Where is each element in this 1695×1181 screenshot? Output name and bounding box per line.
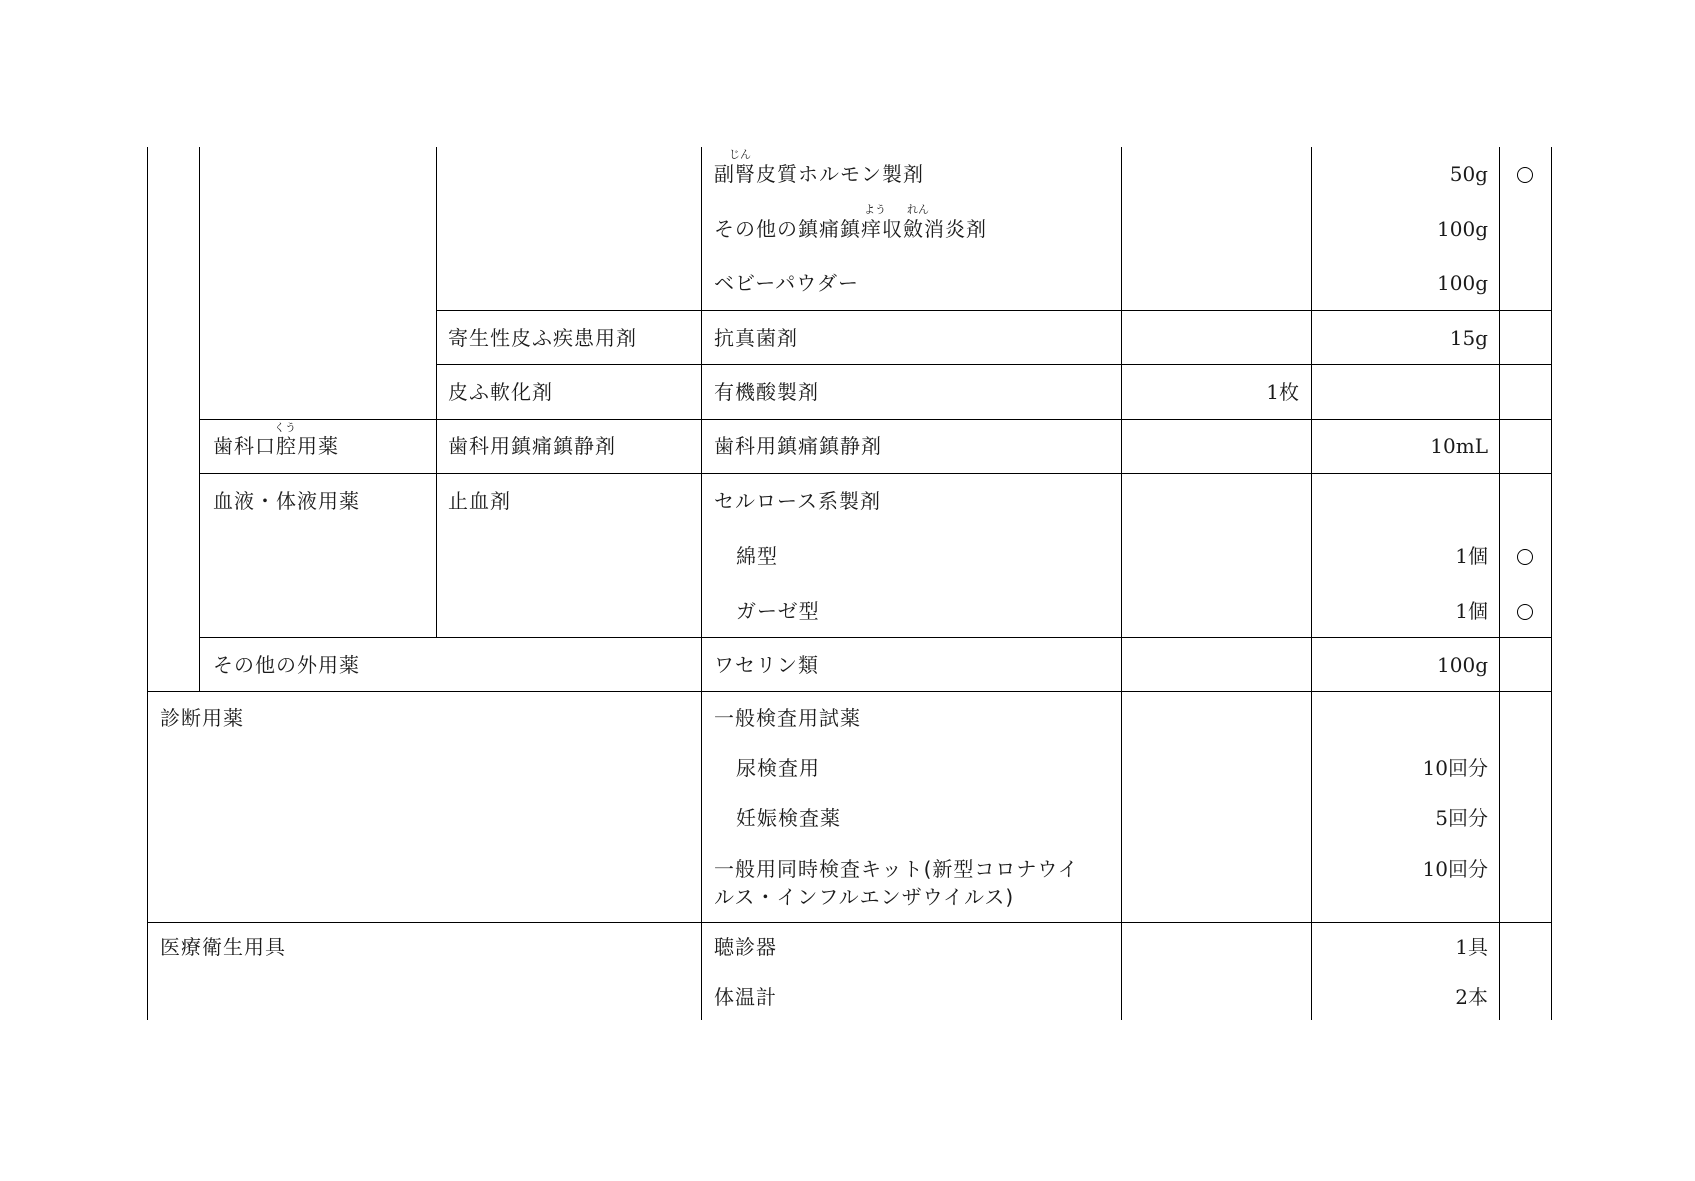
quantity: 15g — [1449, 326, 1488, 350]
table-border — [199, 473, 1552, 474]
drug-name: ガーゼ型 — [736, 599, 820, 623]
drug-name: 抗真菌剤 — [714, 326, 798, 350]
drug-name: その他の鎮痛鎮痒収斂消炎剤 — [714, 217, 987, 241]
quantity: 50g — [1449, 162, 1488, 186]
drug-name: 尿検査用 — [736, 756, 820, 780]
mark-circle — [1517, 549, 1533, 565]
drug-name: 一般用同時検査キット(新型コロナウイ — [714, 857, 1079, 881]
ruby-text: くう — [274, 421, 296, 434]
quantity: 10mL — [1430, 434, 1488, 458]
ruby-text: よう — [864, 203, 886, 216]
drug-name: 歯科用鎮痛鎮静剤 — [714, 434, 882, 458]
subcategory: 歯科用鎮痛鎮静剤 — [448, 434, 616, 458]
drug-name: 綿型 — [736, 544, 778, 568]
category: その他の外用薬 — [213, 653, 360, 677]
table-border — [199, 637, 1552, 638]
ruby-text: じん — [729, 148, 751, 161]
drug-name: 聴診器 — [714, 935, 777, 959]
mark-circle — [1517, 604, 1533, 620]
subcategory: 皮ふ軟化剤 — [448, 380, 553, 404]
drug-name: 有機酸製剤 — [714, 380, 819, 404]
quantity: 10回分 — [1422, 857, 1488, 881]
table-border — [147, 691, 1552, 692]
category: 医療衛生用具 — [160, 935, 286, 959]
quantity: 100g — [1437, 271, 1488, 295]
ruby-text: れん — [907, 203, 929, 216]
quantity: 1個 — [1455, 599, 1488, 623]
table-border — [1499, 147, 1500, 1020]
drug-name: ルス・インフルエンザウイルス) — [714, 885, 1015, 909]
quantity: 2本 — [1455, 985, 1488, 1009]
subcategory: 寄生性皮ふ疾患用剤 — [448, 326, 637, 350]
table-border — [147, 147, 148, 1020]
table-border — [147, 922, 1552, 923]
category: 診断用薬 — [160, 706, 244, 730]
table-border — [436, 147, 437, 638]
table-border — [1121, 147, 1122, 1020]
drug-name: ベビーパウダー — [714, 271, 859, 295]
drug-name: ワセリン類 — [714, 653, 819, 677]
quantity-alt: 1枚 — [1266, 380, 1299, 404]
table-border — [436, 364, 1552, 365]
drug-name: 副腎皮質ホルモン製剤 — [714, 162, 924, 186]
quantity: 100g — [1437, 217, 1488, 241]
mark-circle — [1517, 167, 1533, 183]
table-border — [436, 310, 1552, 311]
table-border — [1311, 147, 1312, 1020]
drug-name: 妊娠検査薬 — [736, 806, 841, 830]
subcategory: 止血剤 — [448, 489, 511, 513]
category: 血液・体液用薬 — [213, 489, 360, 513]
drug-name: 一般検査用試薬 — [714, 706, 861, 730]
table-border — [1551, 147, 1552, 1020]
table-border — [199, 419, 1552, 420]
quantity: 1具 — [1455, 935, 1488, 959]
quantity: 10回分 — [1422, 756, 1488, 780]
drug-name: セルロース系製剤 — [714, 489, 881, 513]
quantity: 5回分 — [1435, 806, 1488, 830]
table-border — [701, 147, 702, 1020]
drug-name: 体温計 — [714, 985, 777, 1009]
quantity: 100g — [1437, 653, 1488, 677]
quantity: 1個 — [1455, 544, 1488, 568]
category: 歯科口腔用薬 — [213, 434, 339, 458]
